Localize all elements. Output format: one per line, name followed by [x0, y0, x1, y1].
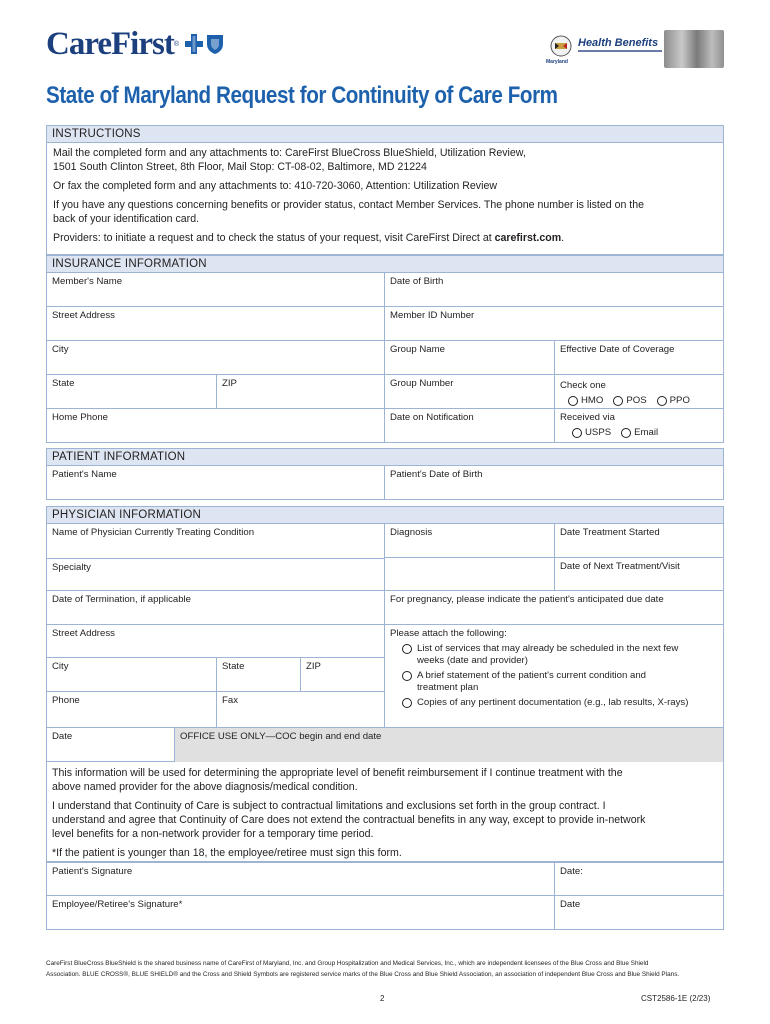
group-name-field[interactable]: Group Name: [385, 341, 555, 375]
blue-shield-icon: [206, 33, 224, 55]
radio-circle-icon: [402, 698, 412, 708]
instructions-body: [46, 143, 724, 255]
health-benefits-banner: [546, 30, 724, 68]
received-radio-group: [560, 427, 718, 439]
home-phone-field[interactable]: Home Phone: [47, 409, 385, 443]
physician-fax-field[interactable]: Fax: [217, 692, 385, 728]
radio-circle-icon: [613, 396, 623, 406]
instructions-fax: Or fax the completed form and any attachments to: 410-720-3060, Attention: Utilization Review: [53, 180, 498, 192]
attach-item-documentation[interactable]: Copies of any pertinent documentation (e.g., lab results, X-rays): [390, 697, 718, 709]
patients-name-field[interactable]: Patient's Name: [47, 466, 385, 499]
plan-option-ppo[interactable]: PPO: [657, 395, 690, 407]
physician-name-field[interactable]: Name of Physician Currently Treating Condition: [47, 524, 385, 591]
physician-zip-field[interactable]: ZIP: [301, 658, 385, 692]
specialty-field[interactable]: Specialty: [47, 558, 385, 591]
radio-circle-icon: [402, 644, 412, 654]
date-on-notification-field[interactable]: Date on Notification: [385, 409, 555, 443]
form-code: CST2586-1E (2/23): [641, 994, 711, 1003]
blue-cross-icon: [185, 33, 203, 55]
brand-name: CareFirst: [46, 25, 174, 62]
date-termination-field[interactable]: Date of Termination, if applicable: [47, 591, 385, 625]
patient-signature-date-field[interactable]: Date:: [555, 863, 723, 896]
physician-phone-field[interactable]: Phone: [47, 692, 217, 728]
pregnancy-due-date-field[interactable]: For pregnancy, please indicate the patient's anticipated due date: [385, 591, 723, 625]
physician-state-field[interactable]: State: [217, 658, 301, 692]
radio-circle-icon: [657, 396, 667, 406]
instructions-questions: If you have any questions concerning benefits or provider status, contact Member Services. The phone number is listed on the back of your identification card.: [53, 199, 645, 225]
physician-heading: PHYSICIAN INFORMATION: [46, 506, 724, 524]
received-option-usps[interactable]: USPS: [572, 427, 611, 439]
attach-item-statement[interactable]: A brief statement of the patient's current condition and treatment plan: [390, 670, 718, 694]
patient-heading: PATIENT INFORMATION: [46, 448, 724, 466]
zip-field[interactable]: ZIP: [217, 375, 385, 409]
form-title: State of Maryland Request for Continuity of Care Form: [46, 82, 558, 109]
attach-item-services[interactable]: List of services that may already be scheduled in the next few weeks (date and provider): [390, 643, 718, 667]
member-id-field[interactable]: Member ID Number: [385, 307, 723, 341]
physician-city-field[interactable]: City: [47, 658, 217, 692]
physician-date-field[interactable]: Date: [47, 728, 175, 762]
diagnosis-field[interactable]: Diagnosis: [385, 524, 555, 558]
physician-grid: [46, 524, 724, 762]
insurance-heading: INSURANCE INFORMATION: [46, 255, 724, 273]
plan-radio-group: [560, 395, 718, 407]
physician-street-address-field[interactable]: Street Address: [47, 625, 385, 658]
plan-option-pos[interactable]: POS: [613, 395, 646, 407]
effective-date-field[interactable]: Effective Date of Coverage: [555, 341, 723, 375]
health-benefits-title: Health Benefits: [578, 37, 659, 49]
members-name-field[interactable]: Member's Name: [47, 273, 385, 307]
carefirst-logo: [46, 24, 224, 64]
office-use-field: OFFICE USE ONLY—COC begin and end date: [175, 728, 723, 762]
date-treatment-started-field[interactable]: Date Treatment Started: [555, 524, 723, 558]
state-field[interactable]: State: [47, 375, 217, 409]
instructions-heading: INSTRUCTIONS: [46, 125, 724, 143]
radio-circle-icon: [402, 671, 412, 681]
received-via-field: Received via USPS Email: [555, 409, 723, 443]
diagnosis-continued-field[interactable]: [385, 558, 555, 591]
page-number: 2: [380, 994, 385, 1003]
carefirst-link[interactable]: carefirst.com: [494, 232, 562, 244]
instructions-providers: Providers: to initiate a request and to check the status of your request, visit CareFirst Direct at carefirst.com.: [53, 232, 565, 244]
instructions-mail: Mail the completed form and any attachments to: CareFirst BlueCross BlueShield, Utilization Review, 1501 South Clinton Street, 8th Floor, Mail Stop: CT-08-02, Baltimore, MD 21224: [53, 147, 526, 173]
radio-circle-icon: [572, 428, 582, 438]
brand-tm: ®: [173, 40, 180, 48]
signature-grid: [46, 862, 724, 930]
minor-signature-note: *If the patient is younger than 18, the employee/retiree must sign this form.: [52, 847, 402, 859]
insurance-grid: [46, 273, 724, 443]
consent-statement: This information will be used for determining the appropriate level of benefit reimbursement if I continue treatment with the above named provider for the above diagnosis/medical condition. I understand that Continuity of Care is subject to contractual limitations and exclusions set forth in the group contract. I understand and agree that Continuity of Care does not extend the contractual benefits in any way, except to provide in-network level benefits for a non-network provider for a temporary time period. *If the patient is younger than 18, the employee/retiree must sign this form.: [46, 762, 724, 862]
group-number-field[interactable]: Group Number: [385, 375, 555, 409]
radio-circle-icon: [568, 396, 578, 406]
footer-legal: CareFirst BlueCross BlueShield is the shared business name of CareFirst of Maryland, Inc. and Group Hospitalization and Medical Services, Inc., which are independent licensees of the Blue Cross and Blue Shield Association. BLUE CROSS®, BLUE SHIELD® and the Cross and Shield Symbols are registered service marks of the Blue Cross and Blue Shield Association, an association of independent Blue Cross and Blue Shield Plans.: [46, 960, 680, 978]
attachments-list: Please attach the following: List of services that may already be scheduled in the next few weeks (date and provider) A brief statement of the patient's current condition and treatment plan Copies of any pertinent documentation (e.g., lab results, X-rays): [385, 625, 723, 728]
received-option-email[interactable]: Email: [621, 427, 658, 439]
patients-dob-field[interactable]: Patient's Date of Birth: [390, 469, 483, 480]
patient-signature-field[interactable]: Patient's Signature: [47, 863, 555, 896]
radio-circle-icon: [621, 428, 631, 438]
patient-grid: [46, 466, 724, 500]
check-one-field: Check one HMO POS PPO: [555, 375, 723, 409]
health-benefits-subtitle-line: [578, 50, 662, 52]
employee-signature-field[interactable]: Employee/Retiree's Signature*: [47, 896, 555, 930]
city-field[interactable]: City: [47, 341, 385, 375]
date-next-treatment-field[interactable]: Date of Next Treatment/Visit: [555, 558, 723, 591]
people-photo: [664, 30, 724, 68]
street-address-field[interactable]: Street Address: [47, 307, 385, 341]
plan-option-hmo[interactable]: HMO: [568, 395, 603, 407]
maryland-label: Maryland: [546, 59, 568, 65]
employee-signature-date-field[interactable]: Date: [560, 899, 581, 910]
date-of-birth-field[interactable]: Date of Birth: [385, 273, 723, 307]
